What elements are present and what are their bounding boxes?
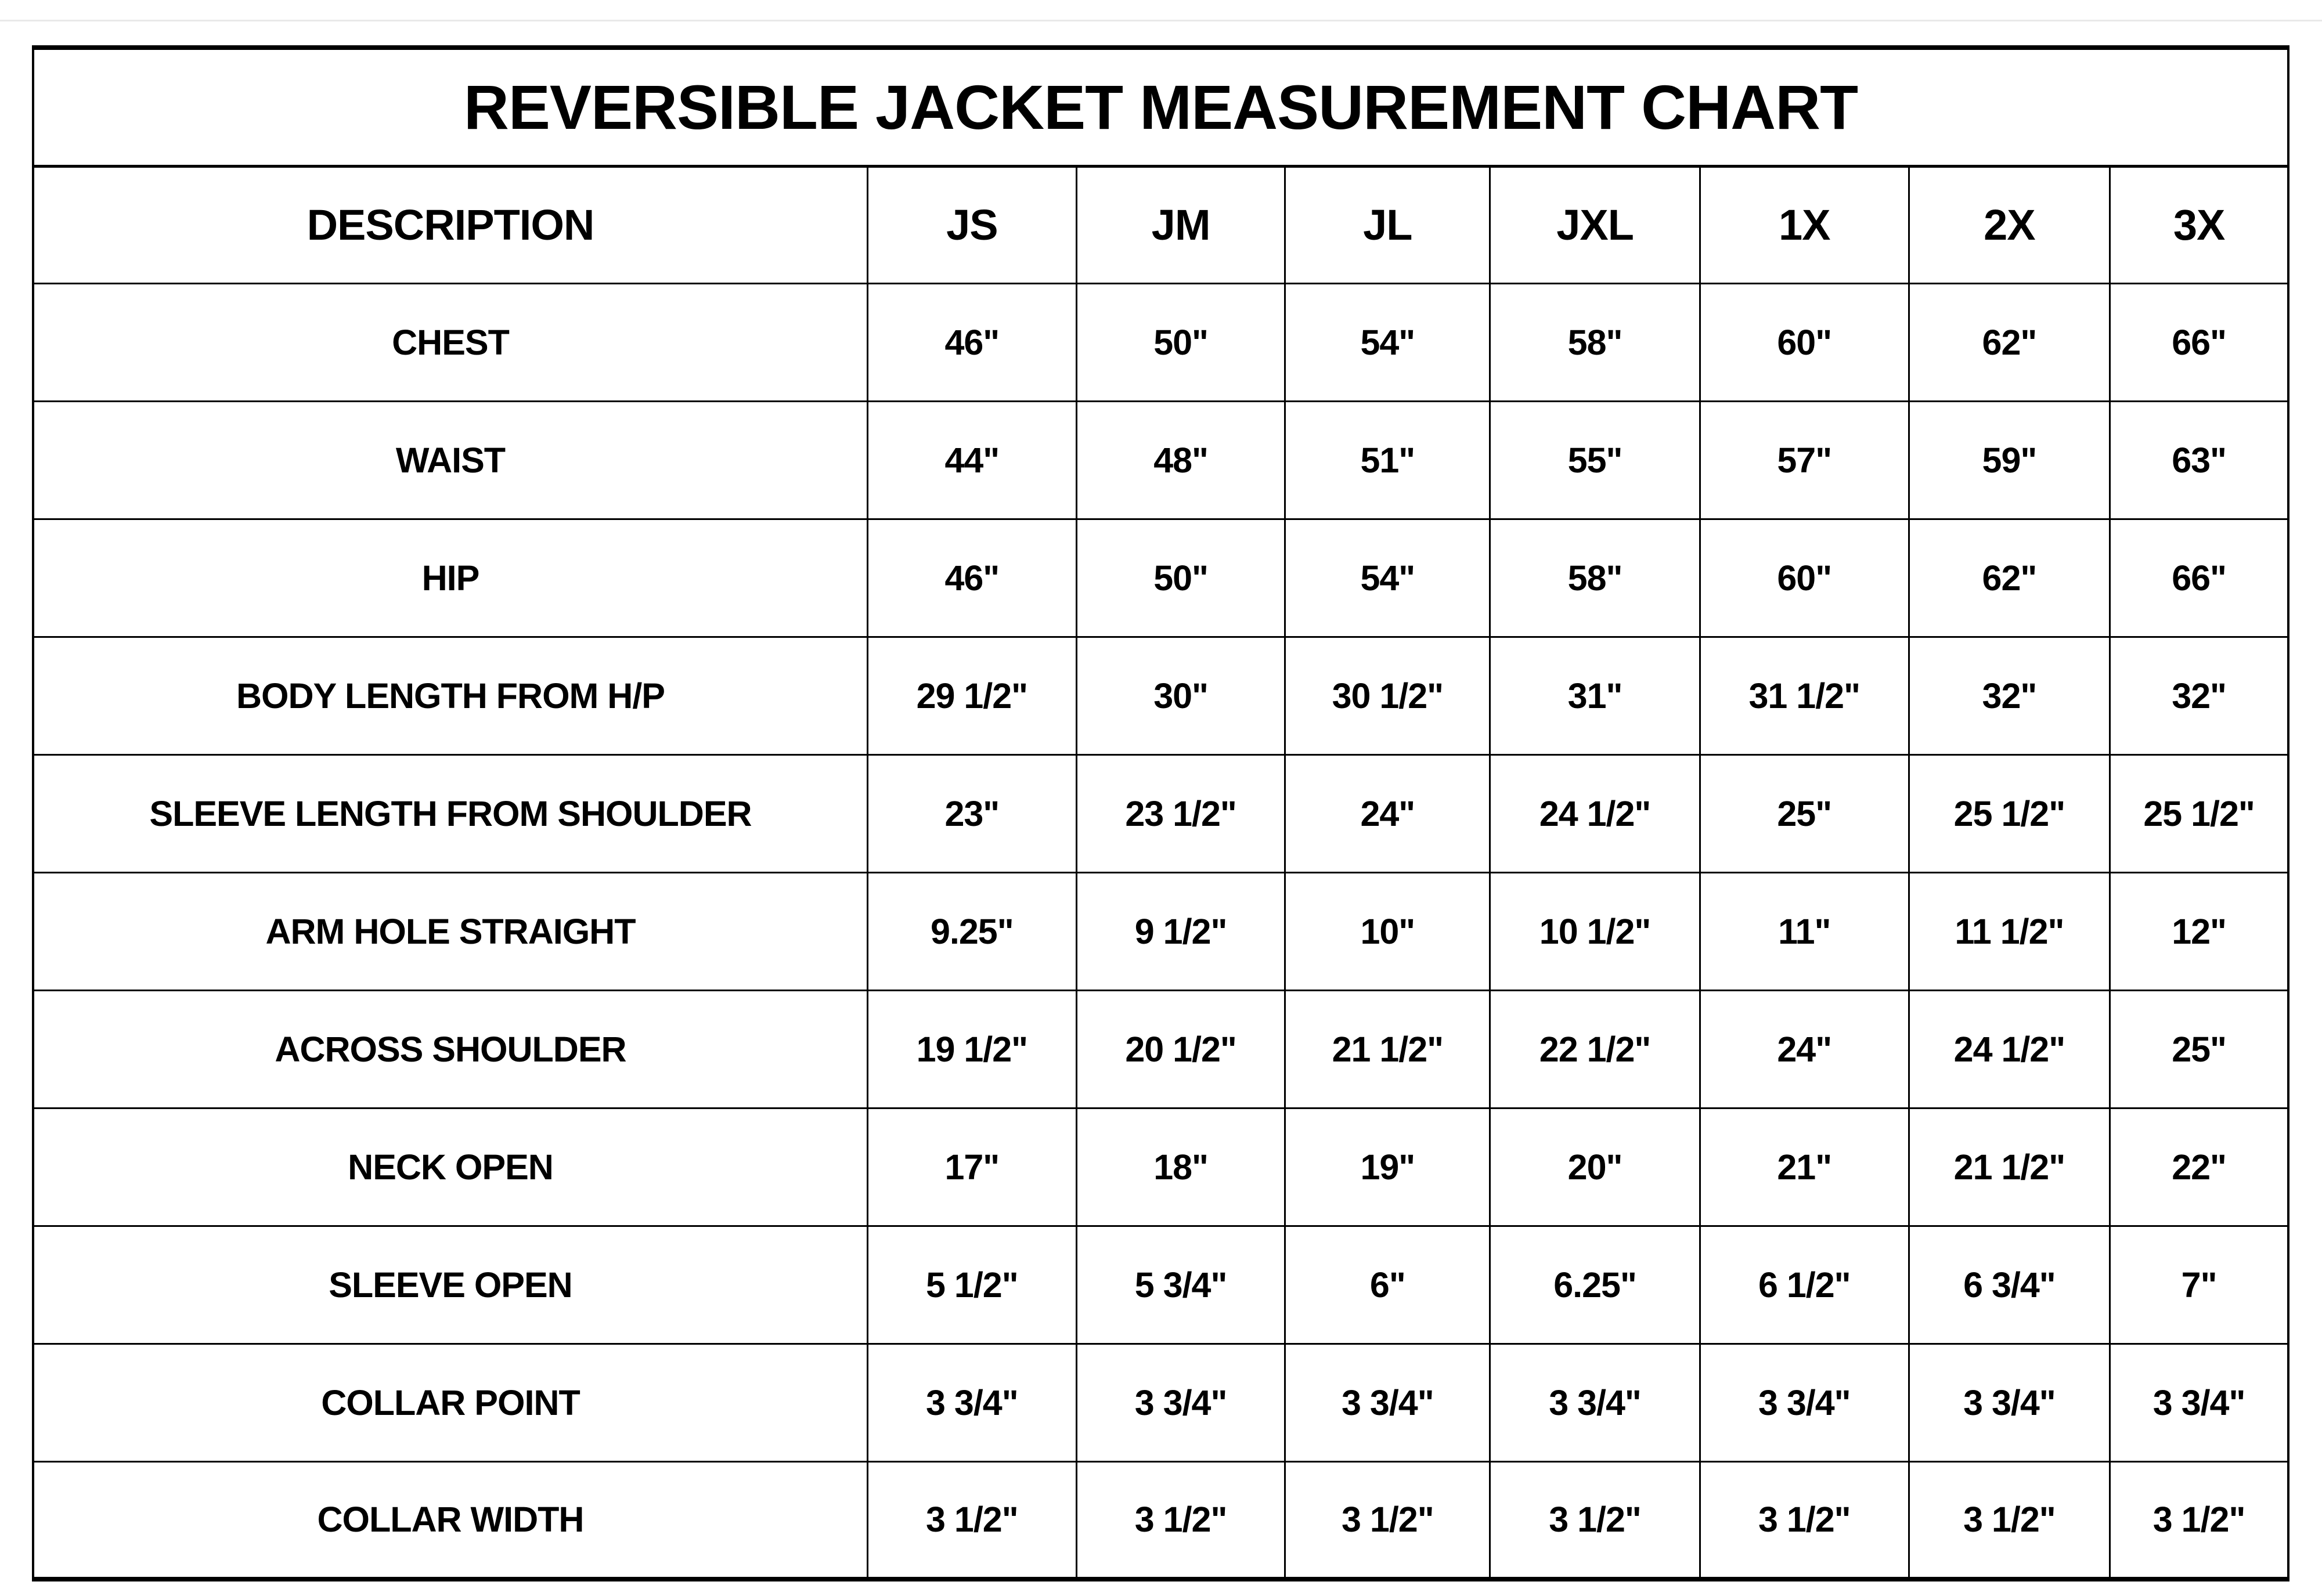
measurement-value: 24": [1285, 754, 1490, 872]
measurement-value: 24 1/2": [1909, 990, 2110, 1108]
measurement-value: 3 1/2": [1490, 1461, 1700, 1579]
row-label: CHEST: [33, 283, 867, 401]
measurement-value: 7": [2110, 1226, 2288, 1344]
row-label: SLEEVE OPEN: [33, 1226, 867, 1344]
measurement-value: 9.25": [867, 872, 1076, 990]
measurement-value: 29 1/2": [867, 637, 1076, 754]
measurement-value: 21 1/2": [1909, 1108, 2110, 1226]
column-header-size: 3X: [2110, 166, 2288, 283]
measurement-value: 32": [1909, 637, 2110, 754]
measurement-value: 50": [1076, 519, 1285, 637]
table-row: [33, 1108, 2288, 1226]
measurement-value: 3 1/2": [1909, 1461, 2110, 1579]
measurement-value: 3 3/4": [2110, 1344, 2288, 1461]
table-row: [33, 637, 2288, 754]
measurement-value: 18": [1076, 1108, 1285, 1226]
measurement-value: 48": [1076, 401, 1285, 519]
measurement-value: 3 1/2": [867, 1461, 1076, 1579]
measurement-value: 10 1/2": [1490, 872, 1700, 990]
column-header-size: JL: [1285, 166, 1490, 283]
measurement-value: 51": [1285, 401, 1490, 519]
table-row: [33, 1461, 2288, 1579]
measurement-table: [32, 45, 2289, 1581]
measurement-value: 6.25": [1490, 1226, 1700, 1344]
measurement-value: 22 1/2": [1490, 990, 1700, 1108]
measurement-value: 66": [2110, 519, 2288, 637]
row-label: COLLAR POINT: [33, 1344, 867, 1461]
measurement-value: 3 3/4": [1285, 1344, 1490, 1461]
measurement-value: 6 3/4": [1909, 1226, 2110, 1344]
row-label: ARM HOLE STRAIGHT: [33, 872, 867, 990]
measurement-value: 58": [1490, 283, 1700, 401]
measurement-value: 22": [2110, 1108, 2288, 1226]
measurement-value: 66": [2110, 283, 2288, 401]
measurement-value: 60": [1700, 519, 1909, 637]
measurement-value: 31 1/2": [1700, 637, 1909, 754]
measurement-value: 30 1/2": [1285, 637, 1490, 754]
measurement-value: 23 1/2": [1076, 754, 1285, 872]
measurement-value: 6": [1285, 1226, 1490, 1344]
measurement-value: 20 1/2": [1076, 990, 1285, 1108]
measurement-value: 10": [1285, 872, 1490, 990]
measurement-value: 11": [1700, 872, 1909, 990]
column-header-size: JS: [867, 166, 1076, 283]
column-header-size: 2X: [1909, 166, 2110, 283]
measurement-value: 12": [2110, 872, 2288, 990]
column-header-size: JM: [1076, 166, 1285, 283]
row-label: ACROSS SHOULDER: [33, 990, 867, 1108]
table-row: [33, 283, 2288, 401]
measurement-value: 57": [1700, 401, 1909, 519]
table-header-row: [33, 166, 2288, 283]
table-row: [33, 990, 2288, 1108]
measurement-value: 20": [1490, 1108, 1700, 1226]
measurement-value: 54": [1285, 283, 1490, 401]
measurement-value: 46": [867, 283, 1076, 401]
table-row: [33, 872, 2288, 990]
measurement-value: 50": [1076, 283, 1285, 401]
measurement-value: 3 1/2": [1076, 1461, 1285, 1579]
table-row: [33, 1344, 2288, 1461]
table-title-row: [33, 48, 2288, 166]
measurement-value: 25 1/2": [2110, 754, 2288, 872]
measurement-value: 21": [1700, 1108, 1909, 1226]
measurement-value: 46": [867, 519, 1076, 637]
measurement-value: 62": [1909, 283, 2110, 401]
row-label: HIP: [33, 519, 867, 637]
measurement-value: 3 3/4": [1076, 1344, 1285, 1461]
row-label: COLLAR WIDTH: [33, 1461, 867, 1579]
measurement-value: 60": [1700, 283, 1909, 401]
top-divider-line: [0, 20, 2322, 21]
column-header-size: 1X: [1700, 166, 1909, 283]
measurement-value: 44": [867, 401, 1076, 519]
measurement-value: 63": [2110, 401, 2288, 519]
measurement-value: 3 1/2": [1285, 1461, 1490, 1579]
measurement-value: 30": [1076, 637, 1285, 754]
measurement-value: 25": [2110, 990, 2288, 1108]
measurement-value: 3 1/2": [2110, 1461, 2288, 1579]
measurement-value: 21 1/2": [1285, 990, 1490, 1108]
measurement-value: 23": [867, 754, 1076, 872]
measurement-value: 24": [1700, 990, 1909, 1108]
measurement-value: 62": [1909, 519, 2110, 637]
measurement-value: 55": [1490, 401, 1700, 519]
measurement-value: 11 1/2": [1909, 872, 2110, 990]
measurement-value: 25 1/2": [1909, 754, 2110, 872]
table-row: [33, 401, 2288, 519]
measurement-value: 17": [867, 1108, 1076, 1226]
measurement-value: 3 3/4": [1490, 1344, 1700, 1461]
measurement-value: 19": [1285, 1108, 1490, 1226]
measurement-value: 24 1/2": [1490, 754, 1700, 872]
row-label: BODY LENGTH FROM H/P: [33, 637, 867, 754]
table-row: [33, 1226, 2288, 1344]
measurement-value: 19 1/2": [867, 990, 1076, 1108]
measurement-value: 54": [1285, 519, 1490, 637]
measurement-value: 5 3/4": [1076, 1226, 1285, 1344]
column-header-size: JXL: [1490, 166, 1700, 283]
table-row: [33, 519, 2288, 637]
measurement-value: 31": [1490, 637, 1700, 754]
measurement-value: 58": [1490, 519, 1700, 637]
measurement-value: 9 1/2": [1076, 872, 1285, 990]
row-label: SLEEVE LENGTH FROM SHOULDER: [33, 754, 867, 872]
table-row: [33, 754, 2288, 872]
measurement-value: 6 1/2": [1700, 1226, 1909, 1344]
measurement-value: 3 3/4": [1909, 1344, 2110, 1461]
column-header-description: DESCRIPTION: [33, 166, 867, 283]
measurement-value: 25": [1700, 754, 1909, 872]
row-label: NECK OPEN: [33, 1108, 867, 1226]
table-title: REVERSIBLE JACKET MEASUREMENT CHART: [33, 48, 2288, 166]
measurement-value: 59": [1909, 401, 2110, 519]
measurement-value: 3 1/2": [1700, 1461, 1909, 1579]
measurement-value: 3 3/4": [867, 1344, 1076, 1461]
measurement-value: 32": [2110, 637, 2288, 754]
measurement-value: 5 1/2": [867, 1226, 1076, 1344]
measurement-value: 3 3/4": [1700, 1344, 1909, 1461]
row-label: WAIST: [33, 401, 867, 519]
